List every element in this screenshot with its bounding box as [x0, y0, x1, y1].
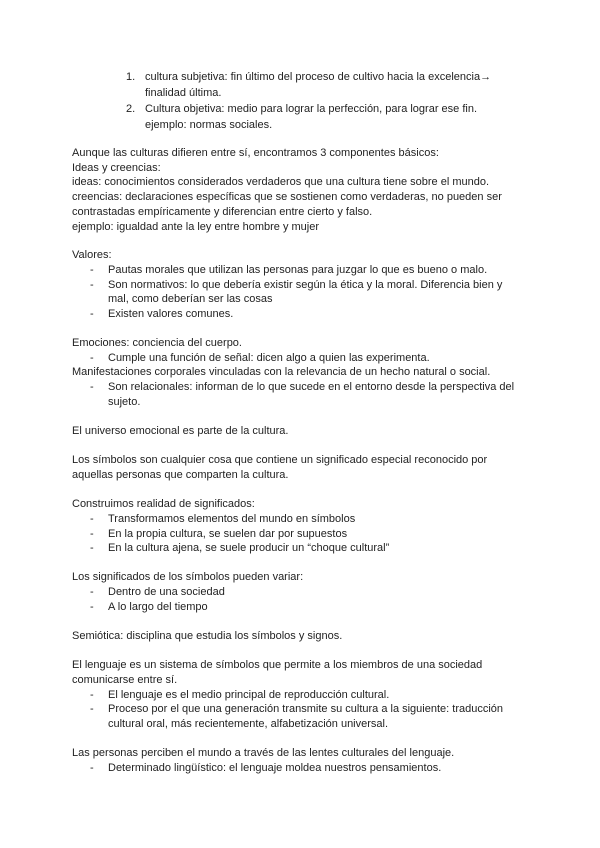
bullet-dash: -: [90, 352, 94, 364]
construimos-item-2: En la propia cultura, se suelen dar por supuestos: [108, 528, 348, 540]
list-item-2-line-1: Cultura objetiva: medio para lograr la perfección, para lograr ese fin.: [145, 103, 478, 115]
valores-item-1: Pautas morales que utilizan las personas para juzgar lo que es bueno o malo.: [108, 264, 488, 276]
emociones-item-2-line-2: sujeto.: [108, 396, 141, 408]
ideas-heading: Ideas y creencias:: [72, 162, 161, 174]
list-item-1-line-1: cultura subjetiva: fin último del proceso de cultivo hacia la excelencia→: [145, 71, 492, 83]
list-item-1-line-2: finalidad última.: [145, 87, 222, 99]
bullet-dash: -: [90, 762, 94, 774]
personas-item-1: Determinado lingüístico: el lenguaje moldea nuestros pensamientos.: [108, 762, 442, 774]
construimos-item-1: Transformamos elementos del mundo en símbolos: [108, 513, 356, 525]
bullet-dash: -: [90, 703, 94, 715]
emociones-item-2-line-1: Son relacionales: informan de lo que sucede en el entorno desde la perspectiva del: [108, 381, 515, 393]
creencias-line-1: creencias: declaraciones específicas que se sostienen como verdaderas, no pueden ser: [72, 191, 502, 203]
significados-heading: Los significados de los símbolos pueden variar:: [72, 571, 304, 583]
lenguaje-item-2-line-1: Proceso por el que una generación transmite su cultura a la siguiente: traducción: [108, 703, 504, 715]
semiotica-line: Semiótica: disciplina que estudia los símbolos y signos.: [72, 630, 343, 642]
creencias-line-2: contrastadas empíricamente y diferencian entre cierto y falso.: [72, 206, 373, 218]
manifestaciones-line: Manifestaciones corporales vinculadas con la relevancia de un hecho natural o social.: [72, 366, 491, 378]
valores-item-2-line-2: mal, como deberían ser las cosas: [108, 293, 273, 305]
construimos-item-3: En la cultura ajena, se suele producir un “choque cultural”: [108, 542, 390, 554]
lenguaje-line-1: El lenguaje es un sistema de símbolos que permite a los miembros de una sociedad: [72, 659, 483, 671]
ejemplo-line: ejemplo: igualdad ante la ley entre hombre y mujer: [72, 221, 320, 233]
bullet-dash: -: [90, 308, 94, 320]
list-number-2: 2.: [126, 103, 136, 115]
bullet-dash: -: [90, 279, 94, 291]
bullet-dash: -: [90, 528, 94, 540]
bullet-dash: -: [90, 601, 94, 613]
simbolos-line-2: aquellas personas que comparten la cultura.: [72, 469, 289, 481]
list-item-2-line-2: ejemplo: normas sociales.: [145, 119, 273, 131]
emociones-item-1: Cumple una función de señal: dicen algo a quien las experimenta.: [108, 352, 430, 364]
universo-line: El universo emocional es parte de la cultura.: [72, 425, 289, 437]
lenguaje-line-2: comunicarse entre sí.: [72, 674, 178, 686]
bullet-dash: -: [90, 513, 94, 525]
emociones-heading: Emociones: conciencia del cuerpo.: [72, 337, 242, 349]
valores-item-3: Existen valores comunes.: [108, 308, 234, 320]
ideas-definition: ideas: conocimientos considerados verdaderos que una cultura tiene sobre el mundo.: [72, 176, 490, 188]
personas-line-1: Las personas perciben el mundo a través de las lentes culturales del lenguaje.: [72, 747, 455, 759]
intro-line-1: Aunque las culturas difieren entre sí, encontramos 3 componentes básicos:: [72, 147, 439, 159]
bullet-dash: -: [90, 381, 94, 393]
list-number-1: 1.: [126, 71, 136, 83]
significados-item-2: A lo largo del tiempo: [108, 601, 208, 613]
bullet-dash: -: [90, 586, 94, 598]
bullet-dash: -: [90, 689, 94, 701]
significados-item-1: Dentro de una sociedad: [108, 586, 225, 598]
valores-heading: Valores:: [72, 249, 112, 261]
lenguaje-item-1: El lenguaje es el medio principal de reproducción cultural.: [108, 689, 390, 701]
simbolos-line-1: Los símbolos son cualquier cosa que contiene un significado especial reconocido por: [72, 454, 488, 466]
valores-item-2-line-1: Son normativos: lo que debería existir según la ética y la moral. Diferencia bien y: [108, 279, 503, 291]
bullet-dash: -: [90, 542, 94, 554]
construimos-heading: Construimos realidad de significados:: [72, 498, 255, 510]
lenguaje-item-2-line-2: cultural oral, más recientemente, alfabetización universal.: [108, 718, 389, 730]
bullet-dash: -: [90, 264, 94, 276]
